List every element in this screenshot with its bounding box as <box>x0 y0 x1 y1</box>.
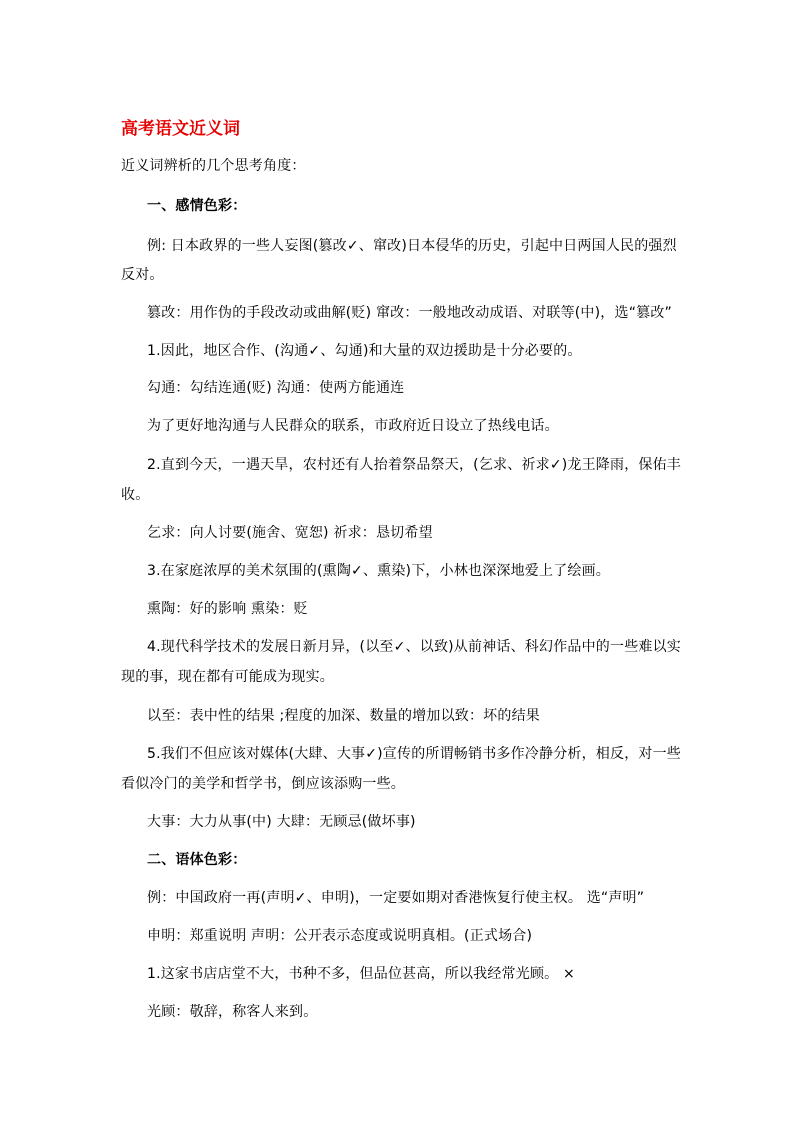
section2-question-1: 1.这家书店店堂不大，书种不多，但品位甚高，所以我经常光顾。 × <box>147 966 575 982</box>
example-line-2: 例：中国政府一再(声明✓、申明)，一定要如期对香港恢复行使主权。 选“声明” <box>147 890 645 906</box>
example-note-2: 申明：郑重说明 声明：公开表示态度或说明真相。(正式场合) <box>147 928 533 944</box>
example-note: 篡改：用作伪的手段改动或曲解(贬) 窜改：一般地改动成语、对联等(中)，选“篡改” <box>147 305 673 321</box>
question-5: 5.我们不但应该对媒体(大肆、大事✓)宣传的所谓畅销书多作冷静分析，相反，对一些 <box>147 746 682 762</box>
section-heading-emotion: 一、感情色彩： <box>147 198 247 214</box>
example-line-cont: 反对。 <box>121 267 164 283</box>
question-2-cont: 收。 <box>121 487 150 503</box>
question-3: 3.在家庭浓厚的美术氛围的(熏陶✓、熏染)下，小林也深深地爱上了绘画。 <box>147 563 611 579</box>
page-title: 高考语文近义词 <box>121 119 240 139</box>
question-2-note: 乞求：向人讨要(施舍、宽恕) 祈求：恳切希望 <box>147 525 433 541</box>
question-4-cont: 现的事，现在都有可能成为现实。 <box>121 669 334 685</box>
question-1-example: 为了更好地沟通与人民群众的联系，市政府近日设立了热线电话。 <box>147 418 559 434</box>
question-5-note: 大事：大力从事(中) 大肆：无顾忌(做坏事) <box>147 814 416 830</box>
question-1-note: 勾通：勾结连通(贬) 沟通：使两方能通连 <box>147 380 405 396</box>
section-heading-register: 二、语体色彩： <box>147 852 247 868</box>
question-2: 2.直到今天，一遇天旱，农村还有人抬着祭品祭天，(乞求、祈求✓)龙王降雨，保佑丰 <box>147 457 682 473</box>
question-3-note: 熏陶：好的影响 熏染：贬 <box>147 601 308 617</box>
question-4-note: 以至：表中性的结果 ;程度的加深、数量的增加以致：坏的结果 <box>147 708 540 724</box>
question-1: 1.因此，地区合作、(沟通✓、勾通)和大量的双边援助是十分必要的。 <box>147 343 582 359</box>
example-line: 例: 日本政界的一些人妄图(篡改✓、窜改)日本侵华的历史，引起中日两国人民的强烈 <box>147 238 677 254</box>
question-4: 4.现代科学技术的发展日新月异，(以至✓、以致)从前神话、科幻作品中的一些难以实 <box>147 639 682 655</box>
section2-question-1-note: 光顾：敬辞，称客人来到。 <box>147 1004 318 1020</box>
intro-text: 近义词辨析的几个思考角度： <box>121 158 306 174</box>
question-5-cont: 看似冷门的美学和哲学书，倒应该添购一些。 <box>121 776 405 792</box>
